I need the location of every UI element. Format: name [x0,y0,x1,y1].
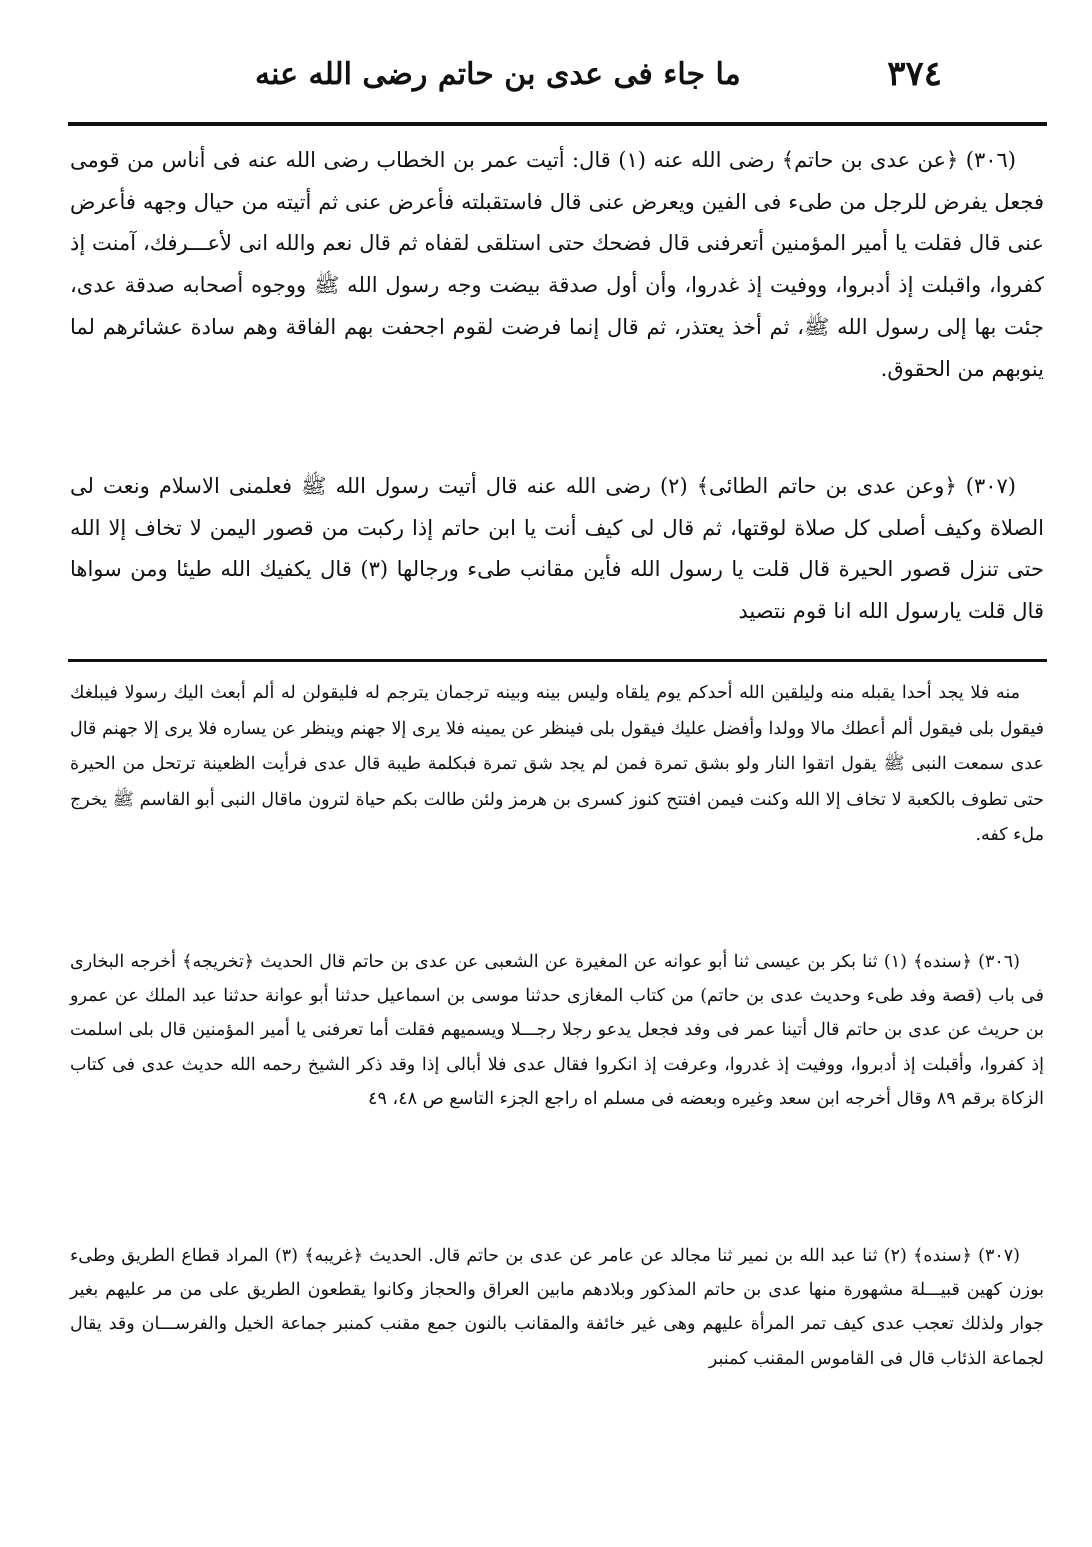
running-title: ما جاء فى عدى بن حاتم رضى الله عنه [255,56,741,92]
footnote-continuation [70,676,1044,854]
footnote-paragraph: منه فلا يجد أحدا يقبله منه وليلقين الله أحدكم يوم يلقاه وليس بينه وبينه ترجمان يترجم له فليقولن له ألم أبعث اليك رسولا فيبلغك فيقول بلى فيقول ألم أعطك مالا وولدا وأفضل عليك فيقول بلى فينظر عن يمينه فلا يرى إلا جهنم وينظر عن يساره فلا يرى إلا جهنم قال عدى سمعت النبى ﷺ يقول اتقوا النار ولو بشق تمرة فمن لم يجد شق تمرة فبكلمة طيبة قال عدى فرأيت الظعينة ترتحل من الحيرة حتى تطوف بالكعبة لا تخاف إلا الله وكنت فيمن افتتح كنوز كسرى بن هرمز ولئن طالت بكم حياة لترون ماقال النبى أبو القاسم ﷺ يخرج ملء كفه. [70,683,1044,845]
footnote-separator [68,659,1047,662]
hadith-306 [70,140,1044,390]
hadith-307 [70,466,1044,633]
page-header [255,44,942,104]
footnote-paragraph: (٣٠٧) ﴿سنده﴾ (٢) ثنا عبد الله بن نمير ثنا مجالد عن عامر عن عدى بن حاتم قال. الحديث ﴿غريبه﴾ (٣) المراد قطاع الطريق وطىء بوزن كهين قبيـــلة مشهورة منها عدى بن حاتم المذكور وبلادهم مابين العراق والحجاز وكانوا يقطعون الطريق على من مر عليهم بغير جوار ولذلك تعجب عدى كيف تمر المرأة عليهم وهى غير خائفة والمقانب بالنون جمع مقنب كمنبر جماعة الخيل والفرســـان وقد يقال لجماعة الذئاب قال فى القاموس المقنب كمنبر [70,1246,1044,1369]
footnote-paragraph: (٣٠٦) ﴿سنده﴾ (١) ثنا بكر بن عيسى ثنا أبو عوانه عن المغيرة عن الشعبى عن عدى بن حاتم قال الحديث ﴿تخريجه﴾ أخرجه البخارى فى باب (قصة وفد طىء وحديث عدى بن حاتم) من كتاب المغازى حدثنا موسى بن اسماعيل حدثنا أبو عوانة حدثنا عبد الملك عن عمرو بن حريث عن عدى بن حاتم قال أتينا عمر فى وفد فجعل يدعو رجلا رجـــلا ويسميهم فقلت أما تعرفنى يا أمير المؤمنين قال بلى اسلمت إذ كفروا، وأقبلت إذ أدبروا، ووفيت إذ غدروا، وعرفت إذ انكروا فقال عدى فلا أبالى إذا وقد ذكر الشيخ رحمه الله حديث عدى فى كتاب الزكاة برقم ٨٩ وقال أخرجه ابن سعد وغيره وبعضه فى مسلم اه راجع الجزء التاسع ص ٤٨، ٤٩ [70,952,1044,1109]
page-number: ٣٧٤ [887,54,942,94]
hadith-paragraph: (٣٠٦) ﴿عن عدى بن حاتم﴾ رضى الله عنه (١) قال: أتيت عمر بن الخطاب رضى الله عنه فى أناس من قومى فجعل يفرض للرجل من طىء فى الفين ويعرض عنى قال فاستقبلته فأعرض عنى ثم أتيته من حيال وجهه فأعرض عنى قال فقلت يا أمير المؤمنين أتعرفنى قال فضحك حتى استلقى لقفاه ثم قال نعم والله انى لأعـــرفك، آمنت إذ كفروا، واقبلت إذ أدبروا، ووفيت إذ غدروا، وأن أول صدقة بيضت وجه رسول الله ﷺ ووجوه أصحابه صدقة عدى، جئت بها إلى رسول الله ﷺ، ثم أخذ يعتذر، ثم قال إنما فرضت لقوم اجحفت بهم الفاقة وهم سادة عشائرهم لما ينوبهم من الحقوق. [70,148,1044,381]
header-rule [68,122,1047,126]
footnote-307 [70,1239,1044,1376]
footnote-306 [70,945,1044,1116]
hadith-paragraph: (٣٠٧) ﴿وعن عدى بن حاتم الطائى﴾ (٢) رضى الله عنه قال أتيت رسول الله ﷺ فعلمنى الاسلام ونعت لى الصلاة وكيف أصلى كل صلاة لوقتها، ثم قال لى كيف أنت يا ابن حاتم إذا ركبت من قصور اليمن لا تخاف إلا الله حتى تنزل قصور الحيرة قال قلت يا رسول الله فأين مقانب طىء ورجالها (٣) قال يكفيك الله طيئا ومن سواها قال قلت يارسول الله انا قوم نتصيد [70,474,1045,624]
